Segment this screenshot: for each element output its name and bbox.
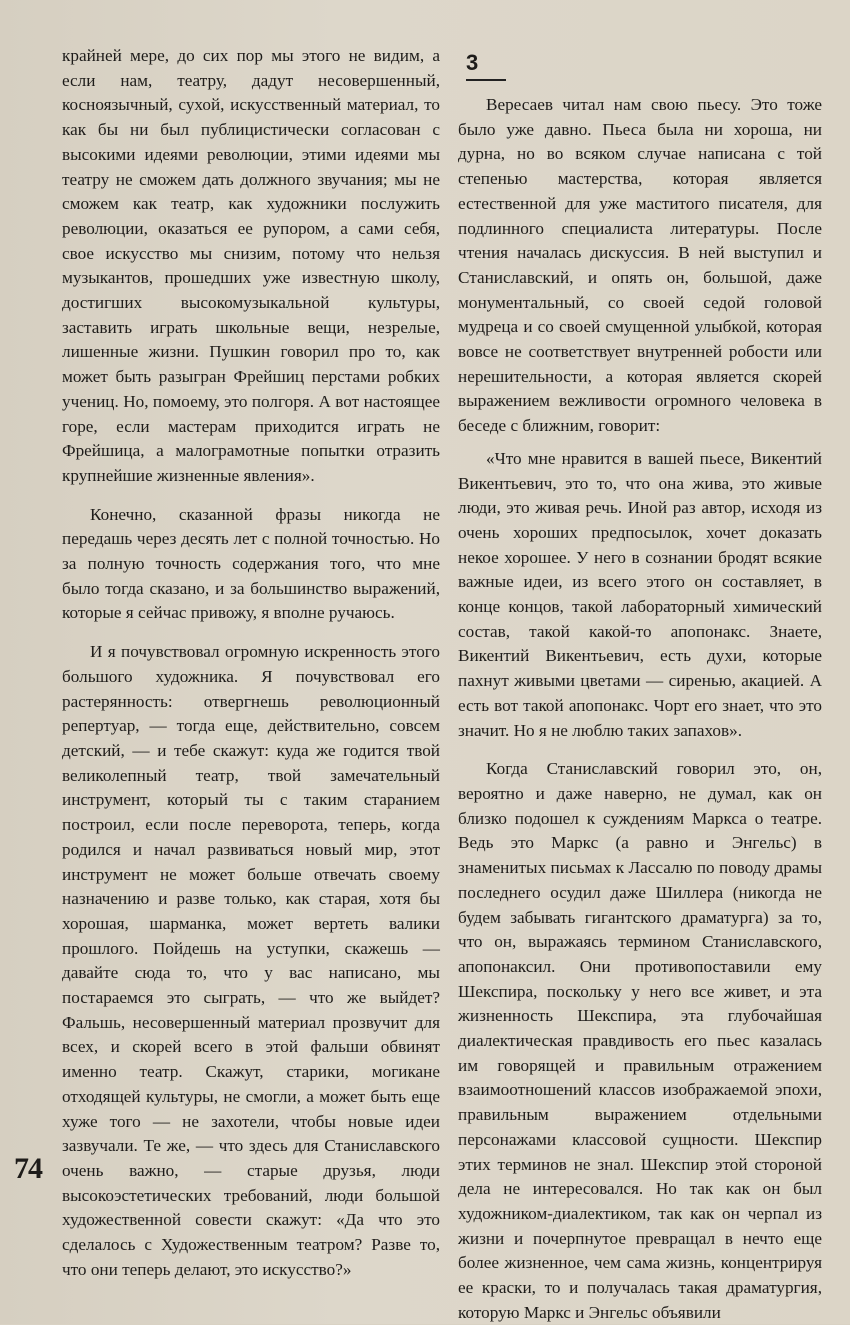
left-paragraph-1: крайней мере, до сих пор мы этого не видим, а если нам, театру, дадут несовершенный, косноязычный, сухой, искусственный материал, то как бы ни был публицистически согласован с высокими идеями революции, этими идеями мы театру не сможем дать должного звучания; мы не сможем как театр, как художники послужить революции, оказаться ее рупором, а сами себя, свое искусство мы снизим, потому что нельзя музыкантов, прошедших уже известную школу, достигших высокомузыкальной культуры, заставить играть школьные вещи, незрелые, лишенные жизни. Пушкин говорил про то, как может быть разыгран Фрейшиц перстами робких учениц. Но, помоему, это полгоря. А вот настоящее горе, если мастерам приходится играть не Фрейшица, а малограмотные попытки отразить крупнейшие жизненные явления». <box>62 46 440 485</box>
right-paragraph-1: Вересаев читал нам свою пьесу. Это тоже было уже давно. Пьеса была ни хороша, ни дурна, но во всяком случае написана с той степенью мастерства, которая является естественной для уже маститого писателя, для подлинного специалиста литературы. После чтения началась дискуссия. В ней выступил и Станиславский, и опять он, большой, даже монументальный, со своей седой головой мудреца и со своей смущенной улыбкой, которая вовсе не соответствует внутренней робости или нерешительности, а которая является скорей выражением вежливости огромного человека в беседе с ближним, говорит: <box>458 95 822 436</box>
right-paragraph-3: Когда Станиславский говорил это, он, вероятно и даже наверно, не думал, как он близко подошел к суждениям Маркса о театре. Ведь это Маркс (а равно и Энгельс) в знаменитых письмах к Лассалю по поводу драмы последнего осудил даже Шиллера (никогда не будем забывать гигантского драматурга) за то, что он, выражаясь термином Станиславского, апопонаксил. Они противопоставили ему Шекспира, поскольку у него все живет, и эта жизненность Шекспира, эта глубочайшая диалектическая правдивость его пьес казалась им говорящей и правильным отражением взаимоотношений классов изображаемой эпохи, правильным выражением отдельными персонажами классовой сущности. Шекспир этих терминов не знал. Шекспир этой стороной дела не интересовался. Но так как он был художником-диалектиком, так как он черпал из жизни и почерпнутое превращал в нечто еще более жизненное, чем сама жизнь, концентрируя ее краски, то и получалась такая драматургия, которую Маркс и Энгельс объявили <box>458 759 822 1322</box>
right-text-column <box>458 93 822 1325</box>
left-paragraph-3: И я почувствовал огромную искренность этого большого художника. Я почувствовал его растерянность: отвергнешь революционный репертуар, — тогда еще, действительно, совсем детский, — и тебе скажут: куда же годится твой великолепный театр, твой замечательный инструмент, который ты с таким старанием построил, если после переворота, теперь, когда родился и начал развиваться новый мир, этот инструмент не может больше отвечать своему назначению и разве только, как старая, хотя бы хорошая, шарманка, может вертеть валики прошлого. Пойдешь на уступки, скажешь — давайте сюда то, что у вас написано, мы постараемся это сыграть, — что же выйдет? Фальшь, несовершенный материал прозвучит для всех, и скорей всего в этой фальши обвинят именно театр. Скажут, старики, могикане отходящей культуры, не смогли, а может быть еще хуже того — не захотели, чтобы новые идеи зазвучали. Те же, — что здесь для Станиславского очень важно, — старые друзья, люди высокоэстетических требований, люди большой художественной совести скажут: «Да что это сделалось с Художественным театром? Разве то, что они теперь делают, это искусство?» <box>62 642 440 1279</box>
page-number: 74 <box>14 1152 42 1185</box>
right-quote-paragraph: «Что мне нравится в вашей пьесе, Викентий Викентьевич, это то, что она жива, это живые люди, это живая речь. Иной раз автор, исходя из очень хороших предпосылок, хочет доказать некое хорошее. У него в сознании бродят всякие важные идеи, из всего этого он составляет, в конце концов, такой лабораторный химический состав, такой какой-то апопонакс. Знаете, Викентий Викентьевич, есть духи, которые пахнут живыми цветами — сиренью, акацией. А есть вот такой апопонакс. Чорт его знает, что это значит. Но я не люблю таких запахов». <box>458 448 822 740</box>
left-paragraph-2: Конечно, сказанной фразы никогда не передашь через десять лет с полной точностью. Но за полную точность содержания того, что мне было тогда сказано, и за большинство выражений, которые я сейчас привожу, я вполне ручаюсь. <box>62 504 440 623</box>
left-text-column <box>62 44 440 1282</box>
section-number: 3 <box>466 50 506 81</box>
